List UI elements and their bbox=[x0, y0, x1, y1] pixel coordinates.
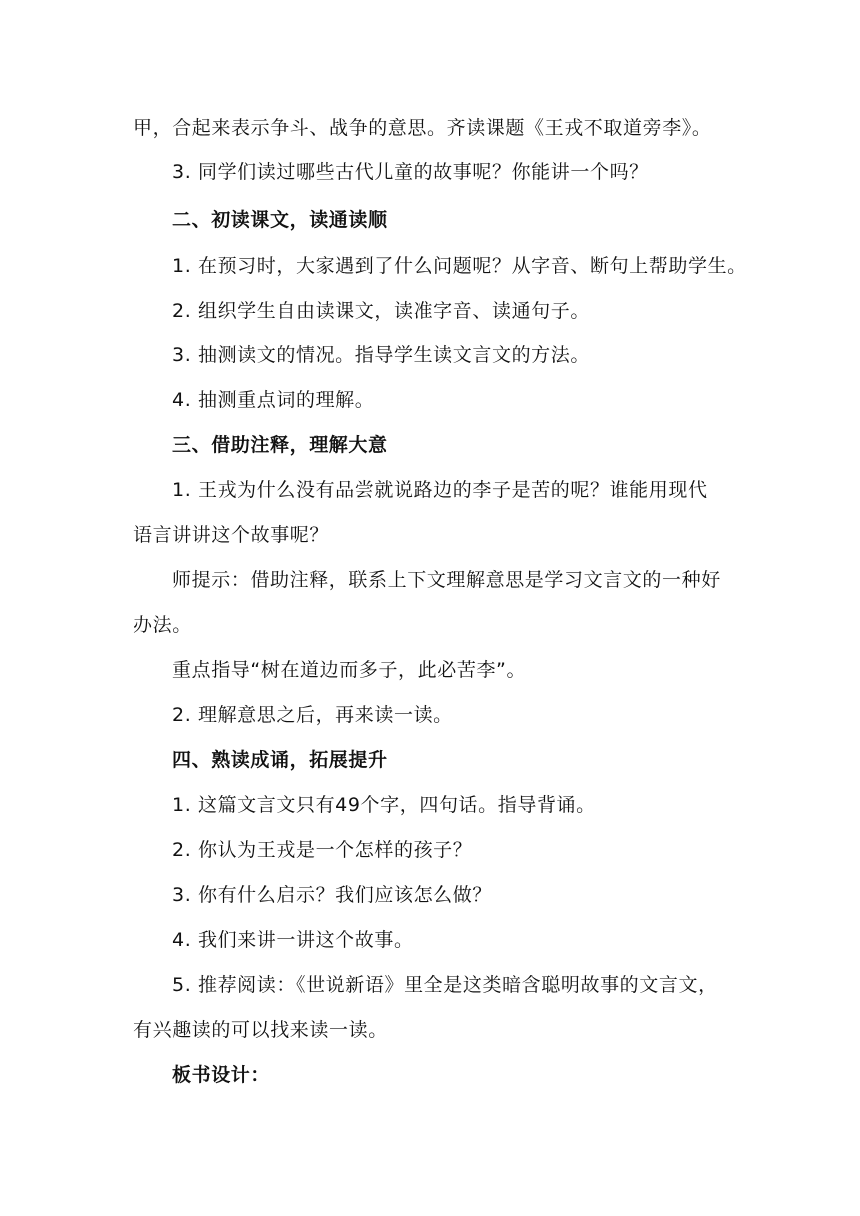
list-item: 1. 王戎为什么没有品尝就说路边的李子是苦的呢？谁能用现代 bbox=[172, 479, 708, 501]
paragraph-line: 师提示：借助注释，联系上下文理解意思是学习文言文的一种好 bbox=[172, 569, 721, 591]
list-item: 2. 你认为王戎是一个怎样的孩子？ bbox=[172, 839, 473, 861]
list-item: 5. 推荐阅读：《世说新语》里全是这类暗含聪明故事的文言文， bbox=[172, 974, 718, 996]
list-item: 4. 我们来讲一讲这个故事。 bbox=[172, 929, 414, 951]
list-item: 3. 抽测读文的情况。指导学生读文言文的方法。 bbox=[172, 344, 590, 366]
list-item: 3. 同学们读过哪些古代儿童的故事呢？你能讲一个吗？ bbox=[172, 161, 649, 183]
list-item: 3. 你有什么启示？我们应该怎么做？ bbox=[172, 884, 492, 906]
list-item: 2. 组织学生自由读课文，读准字音、读通句子。 bbox=[172, 300, 590, 322]
paragraph-line: 甲，合起来表示争斗、战争的意思。齐读课题《王戎不取道旁李》。 bbox=[133, 117, 712, 139]
section-heading: 二、初读课文，读通读顺 bbox=[172, 209, 388, 231]
paragraph-line: 办法。 bbox=[133, 614, 192, 636]
paragraph-line: 有兴趣读的可以找来读一读。 bbox=[133, 1019, 388, 1041]
paragraph-line: 语言讲讲这个故事呢？ bbox=[133, 524, 330, 546]
section-heading: 四、熟读成诵，拓展提升 bbox=[172, 749, 388, 771]
list-item: 1. 这篇文言文只有49个字，四句话。指导背诵。 bbox=[172, 794, 596, 816]
list-item: 4. 抽测重点词的理解。 bbox=[172, 389, 375, 411]
section-heading: 板书设计： bbox=[172, 1064, 271, 1086]
section-heading: 三、借助注释，理解大意 bbox=[172, 434, 388, 456]
list-item: 1. 在预习时，大家遇到了什么问题呢？从字音、断句上帮助学生。 bbox=[172, 255, 747, 277]
list-item: 2. 理解意思之后，再来读一读。 bbox=[172, 704, 453, 726]
paragraph-line: 重点指导“树在道边而多子，此必苦李”。 bbox=[172, 659, 527, 681]
